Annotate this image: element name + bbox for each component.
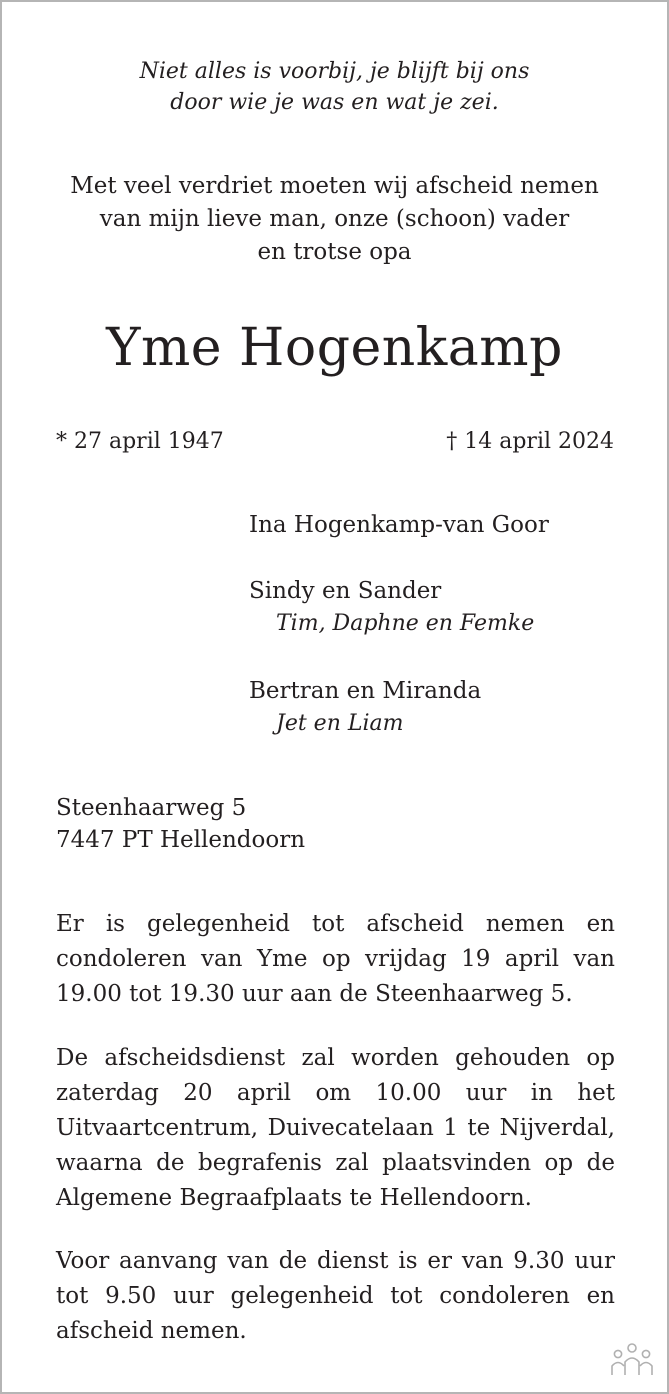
- paragraph-condolence-service: Voor aanvang van de dienst is er van 9.30 uur tot 9.50 uur gelegenheid tot condoleren en afscheid nemen.: [56, 1248, 615, 1344]
- intro-line-3: en trotse opa: [257, 239, 412, 265]
- deceased-name: Yme Hogenkamp: [106, 318, 563, 378]
- intro-line-1: Met veel verdriet moeten wij afscheid nemen: [70, 173, 599, 199]
- motto: [0, 56, 669, 118]
- intro-line-2: van mijn lieve man, onze (schoon) vader: [99, 206, 570, 232]
- birth-date: * 27 april 1947: [56, 429, 224, 454]
- paragraph-condolence-home: Er is gelegenheid tot afscheid nemen en condoleren van Yme op vrijdag 19 april van 19.00 tot 19.30 uur aan de Steenhaarweg 5.: [56, 911, 615, 1007]
- family-child-1: Sindy en Sander: [249, 578, 442, 604]
- motto-line-1: Niet alles is voorbij, je blijft bij ons: [139, 59, 530, 84]
- family-grandchildren-1: Tim, Daphne en Femke: [276, 611, 535, 636]
- address-city: 7447 PT Hellendoorn: [56, 827, 306, 853]
- family-spouse: Ina Hogenkamp-van Goor: [249, 512, 549, 538]
- paragraph-funeral-service: De afscheidsdienst zal worden gehouden op zaterdag 20 april om 10.00 uur in het Uitvaartcentrum, Duivecatelaan 1 te Nijverdal, waarna de begrafenis zal plaatsvinden op de Algemene Begraafplaats te Hellendoorn.: [56, 1045, 615, 1211]
- motto-line-2: door wie je was en wat je zei.: [170, 90, 499, 115]
- family-grandchildren-2: Jet en Liam: [276, 711, 404, 736]
- address-street: Steenhaarweg 5: [56, 795, 247, 821]
- intro-text: [0, 170, 669, 269]
- family-figures-icon: [608, 1342, 656, 1378]
- family-child-2: Bertran en Miranda: [249, 678, 482, 704]
- death-date: † 14 april 2024: [446, 429, 614, 454]
